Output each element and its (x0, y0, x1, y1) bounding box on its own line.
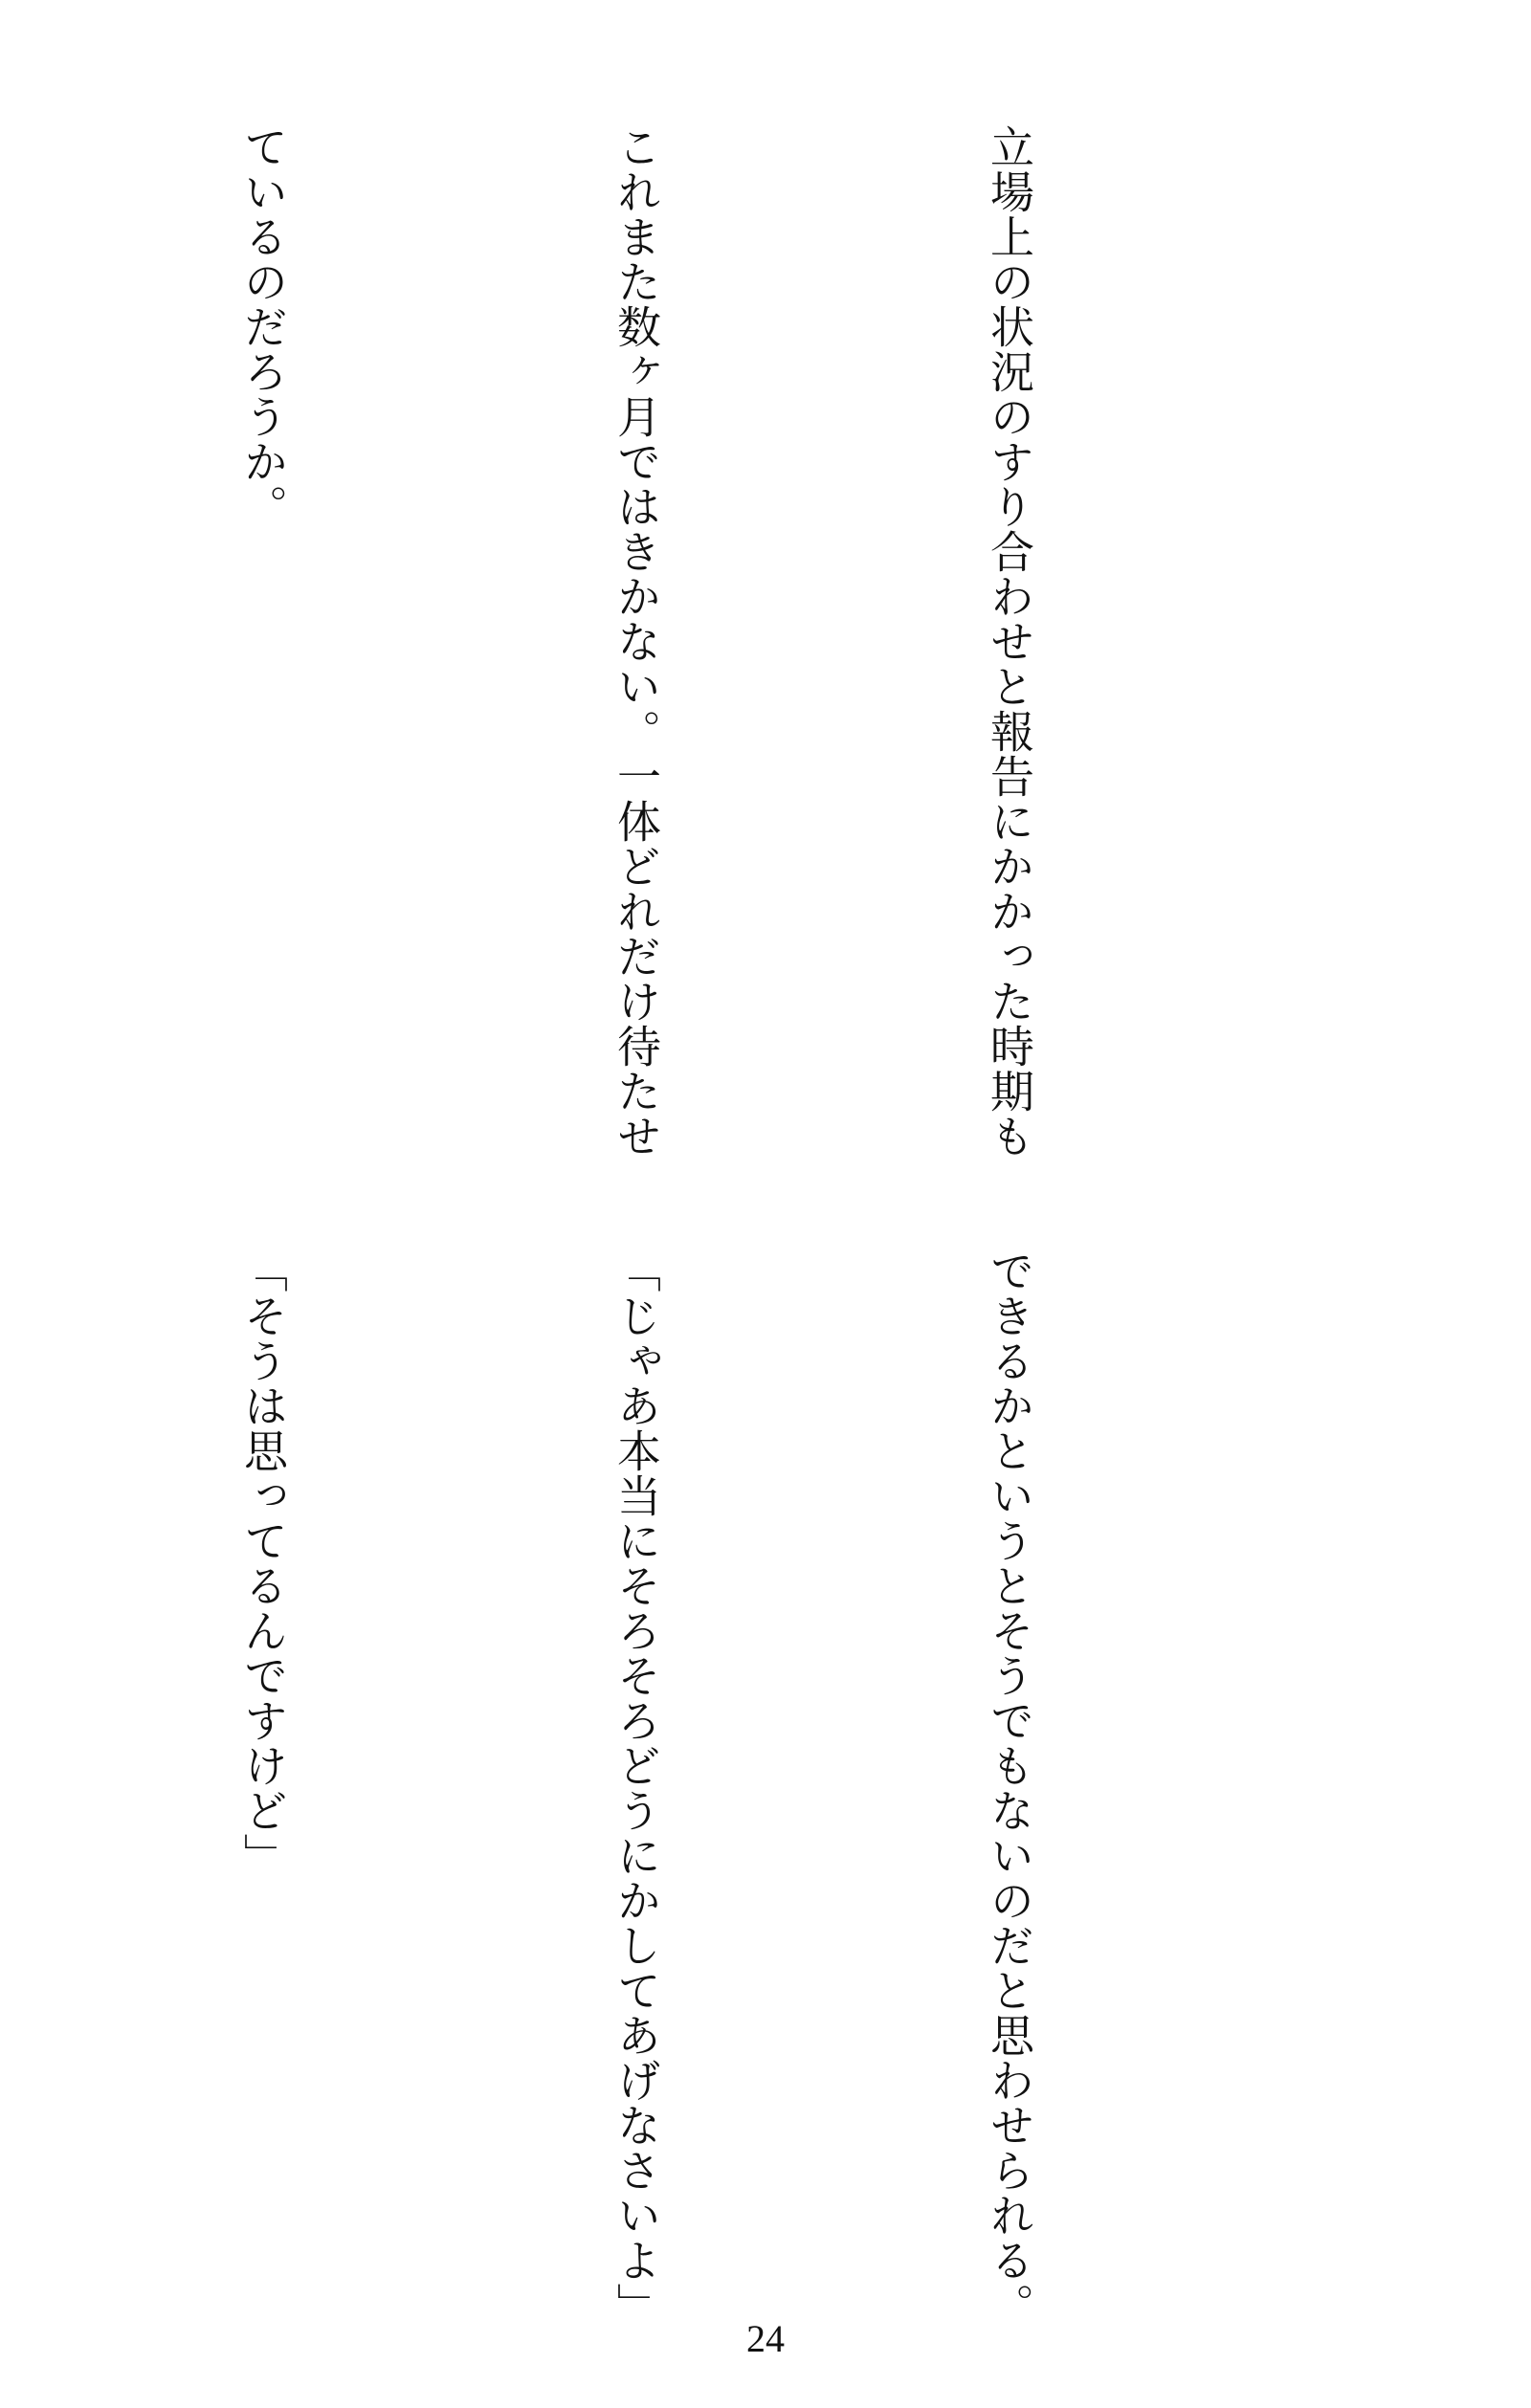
page-number: 24 (746, 2317, 785, 2360)
text-block-top (237, 124, 1320, 1186)
text-line: 立場上の状況のすり合わせと報告にかかった時期も (984, 124, 1035, 1159)
text-line: ているのだろうか。 (237, 124, 289, 529)
text-line: これまた数ヶ月ではきかない。一体どれだけ待たせ (610, 124, 662, 1159)
text-line: 「そうは思ってるんですけど」 (237, 1248, 289, 1878)
text-line: 「じゃあ本当にそろそろどうにかしてあげなさいよ」 (610, 1248, 662, 2328)
text-line: できるかというとそうでもないのだと思わせられる。 (984, 1248, 1035, 2328)
text-block-bottom (237, 1248, 1320, 2328)
